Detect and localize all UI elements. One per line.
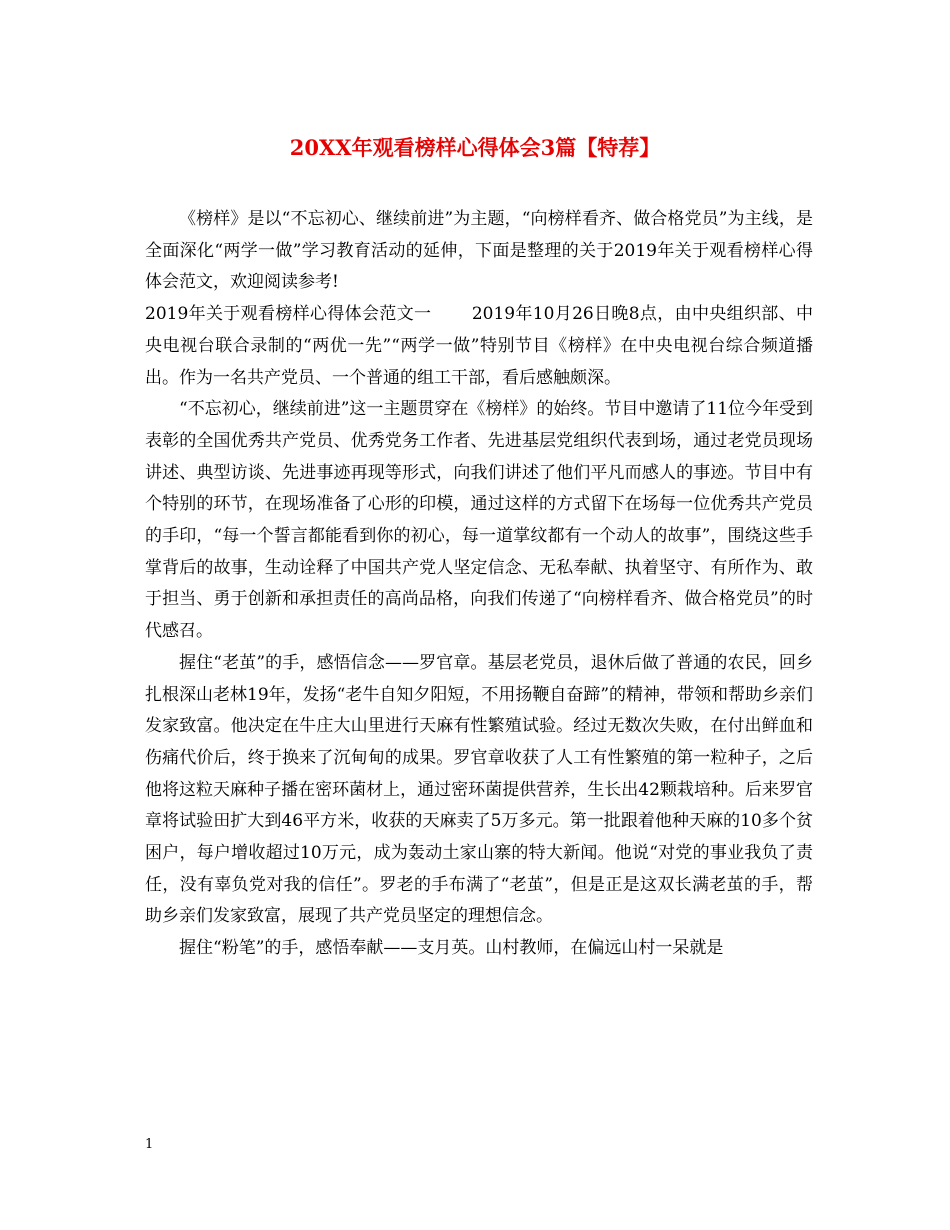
paragraph-theme: “不忘初心，继续前进”这一主题贯穿在《榜样》的始终。节目中邀请了11位今年受到表彰的全国优秀共产党员、优秀党务工作者、先进基层党组织代表到场，通过老党员现场讲述、典型访谈、先进事迹再现等形式，向我们讲述了他们平凡而感人的事迹。节目中有个特别的环节，在现场准备了心形的印模，通过这样的方式留下在场每一位优秀共产党员的手印，“每一个誓言都能看到你的初心，每一道掌纹都有一个动人的故事”，围绕这些手掌背后的故事，生动诠释了中国共产党人坚定信念、无私奉献、执着坚守、有所作为、敢于担当、勇于创新和承担责任的高尚品格，向我们传递了“向榜样看齐、做合格党员”的时代感召。	[145, 399, 814, 642]
paragraph-luo-guanzhang: 握住“老茧”的手，感悟信念——罗官章。基层老党员，退休后做了普通的农民，回乡扎根深山老林19年，发扬“老牛自知夕阳短，不用扬鞭自奋蹄”的精神，带领和帮助乡亲们发家致富。他决定在牛庄大山里进行天麻有性繁殖试验。经过无数次失败，在付出鲜血和伤痛代价后，终于换来了沉甸甸的成果。罗官章收获了人工有性繁殖的第一粒种子，之后他将这粒天麻种子播在密环菌材上，通过密环菌提供营养，生长出42颗栽培种。后来罗官章将试验田扩大到46平方米，收获的天麻卖了5万多元。第一批跟着他种天麻的10多个贫困户，每户增收超过10万元，成为轰动土家山寨的特大新闻。他说“对党的事业我负了责任，没有辜负党对我的信任”。罗老的手布满了“老茧”，但是正是这双长满老茧的手，帮助乡亲们发家致富，展现了共产党员坚定的理想信念。	[145, 652, 814, 927]
document-body	[145, 204, 813, 965]
paragraph-zhi-yueying: 握住“粉笔”的手，感悟奉献——支月英。山村教师，在偏远山村一呆就是	[179, 938, 724, 959]
document-title: 20XX年观看榜样心得体会3篇【特荐】	[289, 135, 661, 160]
paragraph-essay-one-opening: 2019年关于观看榜样心得体会范文一 2019年10月26日晚8点，由中央组织部、中央电视台联合录制的“两优一先”“两学一做”特别节目《榜样》在中央电视台综合频道播出。作为一名共产党员、一个普通的组工干部，看后感触颇深。	[145, 304, 813, 388]
page-number: 1	[145, 1137, 154, 1152]
paragraph-intro: 《榜样》是以“不忘初心、继续前进”为主题，“向榜样看齐、做合格党员”为主线，是全面深化“两学一做”学习教育活动的延伸，下面是整理的关于2019年关于观看榜样心得体会范文，欢迎阅读参考!	[145, 209, 813, 293]
